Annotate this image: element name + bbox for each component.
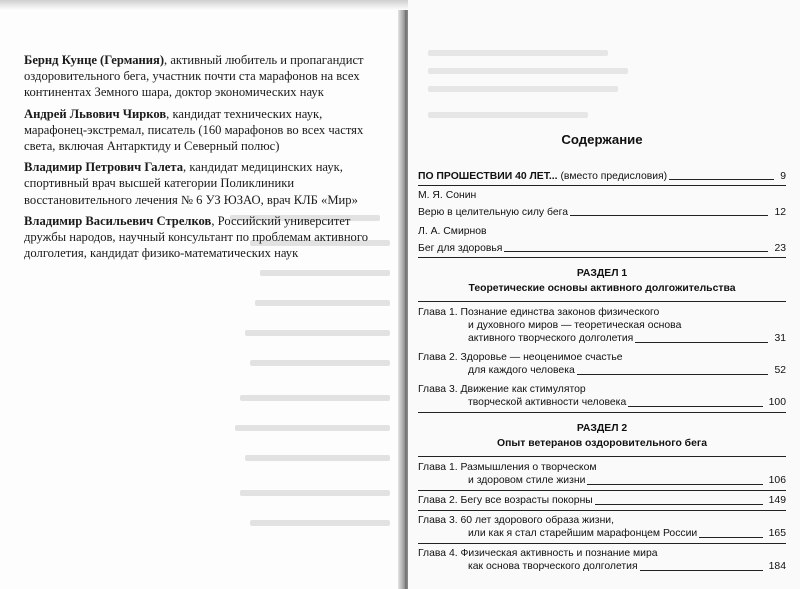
page-number: 9: [780, 171, 786, 182]
dot-leader: [577, 374, 769, 375]
chapter-last-line: [418, 494, 786, 507]
author-description: , кандидат медицинских наук, спортивный врач высшей категории Поликлиники восстановительного лечения № 6 УЗ ЮЗАО, врач КЛБ «Мир»: [24, 160, 358, 207]
page-number: 23: [774, 243, 786, 254]
bleed-through-text: [428, 68, 628, 74]
chapter-last-line: [418, 474, 786, 487]
page-number: 100: [768, 397, 786, 408]
divider-line: [418, 490, 786, 491]
page-number: 184: [768, 561, 786, 572]
bleed-through-text: [255, 300, 390, 306]
divider-line: [418, 510, 786, 511]
bleed-through-text: [235, 425, 390, 431]
dot-leader: [595, 504, 763, 505]
author-name: Владимир Васильевич Стрелков: [24, 213, 212, 228]
chapter-line: активного творческого долголетия: [468, 333, 634, 344]
intro-subtitle: (вместо предисловия): [557, 171, 668, 182]
dot-leader: [504, 251, 768, 252]
chapter-line: Здоровье — неоценимое счастье: [460, 352, 623, 363]
toc-entry[interactable]: [418, 207, 786, 218]
bleed-through-text: [250, 520, 390, 526]
bleed-through-text: [240, 490, 390, 496]
chapter-number: Глава 2.: [418, 352, 458, 363]
dot-leader: [699, 537, 762, 538]
bleed-through-text: [250, 360, 390, 366]
chapter-line: и духовного миров — теоретическая основа: [468, 320, 682, 331]
chapter-number: Глава 2.: [418, 495, 458, 506]
toc-chapter[interactable]: [418, 514, 786, 540]
dot-leader: [587, 484, 762, 485]
chapter-last-line: [418, 560, 786, 573]
author-entry: [24, 159, 369, 208]
dot-leader: [628, 406, 762, 407]
chapter-line: Бегу все возрасты покорны: [460, 495, 593, 506]
dot-leader: [669, 179, 774, 180]
page-number: 149: [768, 495, 786, 506]
toc-title: Содержание: [561, 132, 643, 147]
author-entry: [24, 52, 369, 101]
divider-line: [418, 301, 786, 302]
toc-entry[interactable]: [418, 243, 786, 254]
toc-chapter[interactable]: [418, 494, 786, 507]
author-description: , активный любитель и пропагандист оздоровительного бега, участник почти ста марафонов на всех континентах Земного шара, доктор экономических наук: [24, 53, 364, 100]
author-entry: [24, 213, 369, 262]
chapter-number: Глава 1.: [418, 462, 458, 473]
toc-chapter[interactable]: [418, 383, 786, 409]
entry-title: Бег для здоровья: [418, 243, 503, 254]
dot-leader: [640, 570, 763, 571]
author-name: Владимир Петрович Галета: [24, 160, 184, 175]
author-name: Бернд Кунце (Германия): [24, 53, 165, 67]
section-heading: РАЗДЕЛ 2: [576, 423, 628, 434]
bleed-through-text: [245, 455, 390, 461]
dot-leader: [635, 342, 768, 343]
chapter-number: Глава 4.: [418, 548, 458, 559]
dot-leader: [570, 215, 768, 216]
toc-author: Л. А. Смирнов: [418, 226, 487, 237]
page-number: 31: [774, 333, 786, 344]
chapter-last-line: [418, 527, 786, 540]
author-description: , кандидат технических наук, марафонец-экстремал, писатель (160 марафонов во всех частях света, включая Антарктиду и Северный полюс): [24, 106, 364, 154]
chapter-line: как основа творческого долголетия: [468, 561, 638, 572]
author-description: , Российский университет дружбы народов, научный консультант по проблемам активного долголетия, кандидат физико-математических наук: [24, 213, 369, 261]
section-subtitle: Теоретические основы активного долгожительства: [468, 283, 736, 294]
chapter-last-line: [418, 364, 786, 377]
divider-line: [418, 456, 786, 457]
chapter-line: творческой активности человека: [468, 397, 627, 408]
entry-title: Верю в целительную силу бега: [418, 207, 568, 218]
divider-line: [418, 412, 786, 413]
chapter-line: 60 лет здорового образа жизни,: [460, 515, 614, 526]
bleed-through-text: [428, 112, 588, 118]
page-number: 165: [768, 528, 786, 539]
chapter-line: Физическая активность и познание мира: [460, 548, 658, 559]
chapter-line: и здоровом стиле жизни: [468, 475, 586, 486]
page-number: 106: [768, 475, 786, 486]
chapter-number: Глава 1.: [418, 307, 458, 318]
toc-chapter[interactable]: [418, 306, 786, 345]
table-of-contents: [418, 132, 786, 573]
section-heading: РАЗДЕЛ 1: [576, 268, 628, 279]
chapter-last-line: [418, 396, 786, 409]
page-number: 52: [774, 365, 786, 376]
author-entry: [24, 106, 369, 155]
author-name: Андрей Львович Чирков: [24, 106, 167, 121]
bleed-through-text: [428, 50, 608, 56]
section-subtitle: Опыт ветеранов оздоровительного бега: [497, 438, 707, 449]
chapter-line: для каждого человека: [468, 365, 575, 376]
divider-line: [418, 543, 786, 544]
chapter-last-line: [418, 332, 786, 345]
intro-title: ПО ПРОШЕСТВИИ 40 ЛЕТ...: [418, 171, 558, 182]
bleed-through-text: [245, 330, 390, 336]
bleed-through-text: [260, 270, 390, 276]
chapter-number: Глава 3.: [418, 515, 458, 526]
divider-line: [418, 185, 786, 186]
toc-entry-intro[interactable]: [418, 171, 786, 182]
bleed-through-text: [428, 86, 618, 92]
chapter-number: Глава 3.: [418, 384, 458, 395]
page-number: 12: [774, 207, 786, 218]
chapter-line: Познание единства законов физического: [460, 307, 660, 318]
author-list: [24, 52, 369, 266]
chapter-line: или как я стал старейшим марафонцем России: [468, 528, 698, 539]
bleed-through-text: [240, 395, 390, 401]
divider-line: [418, 257, 786, 258]
toc-chapter[interactable]: [418, 547, 786, 573]
toc-author: М. Я. Сонин: [418, 190, 477, 201]
chapter-line: Движение как стимулятор: [460, 384, 586, 395]
toc-chapter[interactable]: [418, 461, 786, 487]
toc-chapter[interactable]: [418, 351, 786, 377]
chapter-line: Размышления о творческом: [460, 462, 597, 473]
